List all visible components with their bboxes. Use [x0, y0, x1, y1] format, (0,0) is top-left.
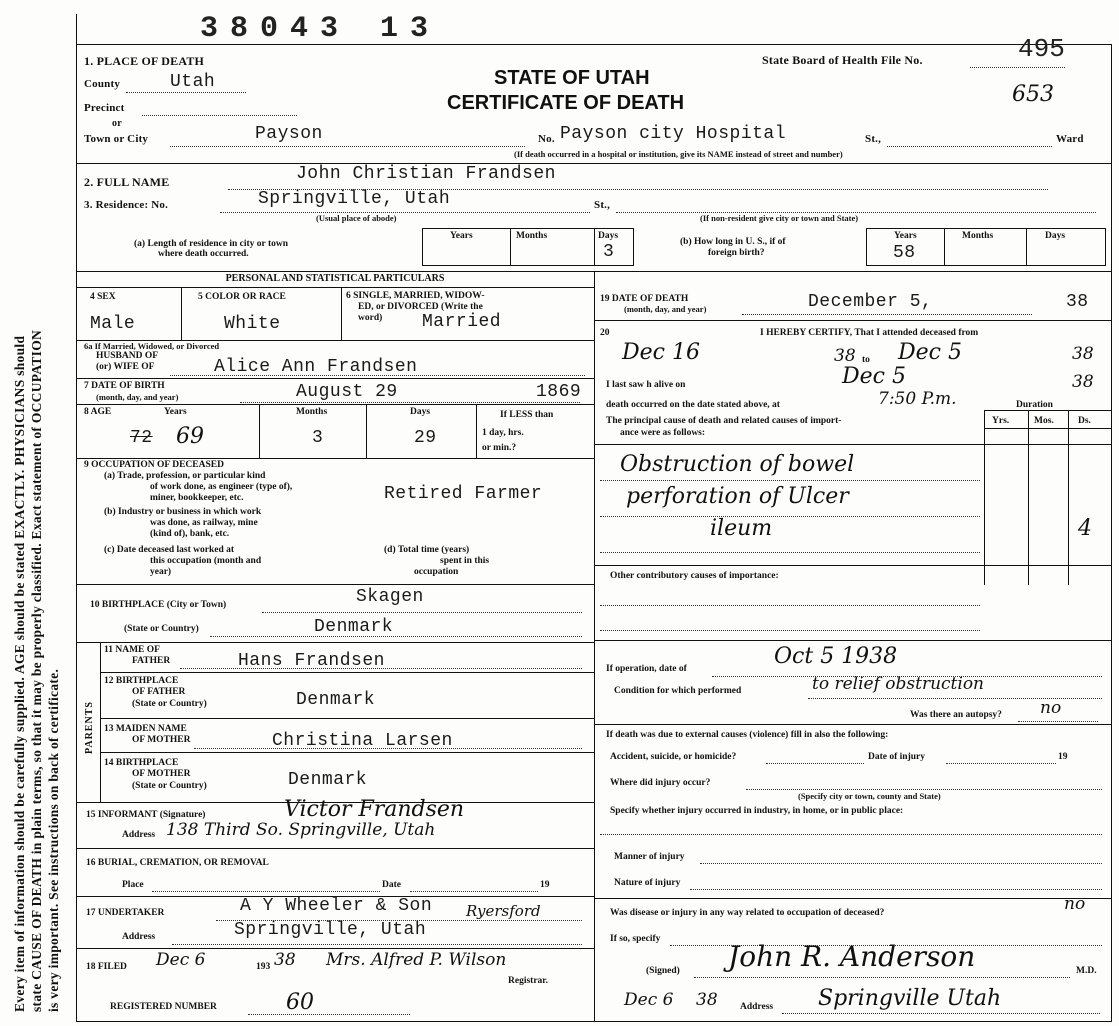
file-number-label: State Board of Health File No.: [762, 53, 923, 67]
local-number: 653: [1012, 82, 1054, 107]
spouse-value: Alice Ann Frandsen: [214, 357, 418, 377]
condition-value: to relief obstruction: [812, 674, 985, 694]
margin-instruction-line3: is very important. See instructions on back of certificate.: [46, 668, 61, 1012]
duration-days-value: 4: [1078, 516, 1092, 541]
filed-year: 38: [274, 950, 296, 970]
undertaker-value: A Y Wheeler & Son: [240, 896, 433, 916]
occupation-b3: (kind of), bank, etc.: [150, 529, 230, 539]
mother-birthplace: Denmark: [288, 770, 368, 790]
serial-number: 38043 13: [200, 12, 441, 46]
personal-section-title: PERSONAL AND STATISTICAL PARTICULARS: [225, 273, 445, 284]
father-label-a: 11 NAME OF: [104, 645, 160, 655]
margin-instruction-line2: state CAUSE OF DEATH in plain terms, so that it may be properly classified. Exact statement of OCCUPATION: [29, 329, 44, 1012]
physician-signature: John R. Anderson: [728, 940, 976, 973]
or-label: or: [112, 118, 122, 129]
autopsy-value: no: [1040, 698, 1062, 718]
birthplace-country: Denmark: [314, 617, 394, 637]
age-days-value: 29: [414, 428, 437, 448]
mother-birthplace-label-b: OF MOTHER: [132, 769, 191, 779]
registrar-label: Registrar.: [508, 976, 549, 986]
mother-label-b: OF MOTHER: [132, 735, 191, 745]
undertaker-address: Springville, Utah: [234, 920, 427, 940]
title-state: STATE OF UTAH: [494, 67, 650, 89]
attended-to-label: to: [862, 355, 870, 365]
color-value: White: [224, 314, 281, 334]
father-birthplace-label-b: OF FATHER: [132, 687, 186, 697]
occupation-label: 9 OCCUPATION OF DECEASED: [84, 460, 224, 470]
sex-value: Male: [90, 314, 136, 334]
us-residence-label-a: (b) How long in U. S., if of: [680, 237, 786, 247]
occupation-a2: of work done, as engineer (type of),: [150, 482, 293, 492]
attended-from-year: 38: [834, 346, 856, 366]
no-label: No.: [538, 133, 555, 145]
burial-place-label: Place: [122, 880, 144, 890]
manner-label: Manner of injury: [614, 852, 685, 862]
burial-year-label: 19: [540, 880, 550, 890]
us-months-header: Months: [962, 231, 994, 241]
sign-year: 38: [696, 990, 718, 1010]
occupation-d2: spent in this: [440, 556, 490, 566]
duration-yrs-header: Yrs.: [992, 416, 1010, 426]
informant-address: 138 Third So. Springville, Utah: [166, 820, 436, 840]
county-label: County: [84, 78, 121, 90]
autopsy-label: Was there an autopsy?: [910, 710, 1002, 720]
informant-label: 15 INFORMANT (Signature): [86, 810, 206, 820]
length-days-header: Days: [598, 231, 619, 241]
us-years-value: 58: [893, 243, 916, 263]
accident-label: Accident, suicide, or homicide?: [610, 752, 737, 762]
cause-line-1: Obstruction of bowel: [620, 452, 855, 477]
father-birthplace-label-c: (State or Country): [132, 699, 207, 709]
occupation-b1: (b) Industry or business in which work: [104, 507, 262, 517]
us-residence-label-b: foreign birth?: [708, 248, 765, 258]
mother-birthplace-label-a: 14 BIRTHPLACE: [104, 758, 179, 768]
death-occurred-label: death occurred on the date stated above, at: [606, 400, 780, 410]
age-years-struck: 72: [130, 428, 153, 448]
title-certificate: CERTIFICATE OF DEATH: [447, 92, 685, 114]
occupation-d3: occupation: [414, 567, 459, 577]
hospital-note: (If death occurred in a hospital or institution, give its NAME instead of street and number): [514, 149, 843, 159]
certify-label: 20: [600, 328, 610, 338]
full-name-value: John Christian Frandsen: [296, 164, 556, 184]
registered-number: 60: [286, 990, 314, 1015]
burial-date-label: Date: [382, 880, 401, 890]
length-days-value: 3: [603, 242, 615, 262]
cause-line-3: ileum: [710, 516, 773, 541]
date-of-death-label-b: (month, day, and year): [624, 304, 707, 314]
marital-label-b: ED, or DIVORCED (Write the: [358, 302, 483, 312]
age-years-value: 69: [176, 424, 204, 449]
duration-ds-header: Ds.: [1078, 416, 1091, 426]
mother-birthplace-label-c: (State or Country): [132, 781, 207, 791]
marital-label-c: word): [358, 313, 383, 323]
father-birthplace: Denmark: [296, 690, 376, 710]
attended-from: Dec 16: [622, 340, 700, 365]
occupation-c1: (c) Date deceased last worked at: [104, 545, 235, 555]
duration-label: Duration: [1016, 400, 1053, 410]
informant-address-label: Address: [122, 830, 156, 840]
condition-label: Condition for which performed: [614, 686, 742, 696]
physician-address: Springville Utah: [818, 986, 1002, 1011]
specify-place-label: Specify whether injury occurred in industry, in home, or in public place:: [610, 806, 904, 816]
length-years-header: Years: [450, 231, 473, 241]
last-seen-year: 38: [1072, 372, 1094, 392]
occupation-a1: (a) Trade, profession, or particular kind: [104, 471, 266, 481]
date-of-death-label-a: 19 DATE OF DEATH: [600, 294, 689, 304]
occupation-d1: (d) Total time (years): [384, 545, 470, 555]
attended-to-year: 38: [1072, 344, 1094, 364]
age-label: 8 AGE: [84, 407, 112, 417]
date-of-death-value: December 5,: [808, 292, 933, 312]
injury-date-label: Date of injury: [868, 752, 925, 762]
operation-label: If operation, date of: [606, 664, 687, 674]
margin-instruction-line1: Every item of information should be carefully supplied. AGE should be stated EXACTLY. PHYSICIANS should: [12, 335, 27, 1012]
father-name: Hans Frandsen: [238, 651, 385, 671]
residence-st-label: St.,: [594, 199, 611, 211]
residence-label: 3. Residence: No.: [84, 199, 169, 211]
signed-label: (Signed): [646, 966, 680, 976]
occupation-value: Retired Farmer: [384, 484, 543, 504]
color-label: 5 COLOR OR RACE: [198, 292, 286, 302]
less-than-label-c: or min.?: [482, 443, 517, 453]
length-months-header: Months: [516, 231, 548, 241]
dob-label-a: 7 DATE OF BIRTH: [84, 381, 165, 391]
occupation-b2: was done, as railway, mine: [150, 518, 258, 528]
less-than-label-a: If LESS than: [500, 410, 554, 420]
mother-name: Christina Larsen: [272, 731, 453, 751]
spouse-label-b: HUSBAND OF: [96, 351, 159, 361]
age-days-header: Days: [410, 407, 431, 417]
informant-signature: Victor Frandsen: [284, 797, 465, 822]
place-of-death-label: 1. PLACE OF DEATH: [84, 54, 205, 68]
physician-address-label: Address: [740, 1002, 774, 1012]
age-months-header: Months: [296, 407, 328, 417]
occupation-c3: year): [150, 567, 172, 577]
last-seen-label: I last saw h alive on: [606, 380, 686, 390]
cause-label-b: ance were as follows:: [620, 428, 706, 438]
precinct-label: Precinct: [84, 102, 125, 114]
occupation-c2: this occupation (month and: [150, 556, 262, 566]
occupation-a3: miner, bookkeeper, etc.: [150, 493, 244, 503]
registered-number-label: REGISTERED NUMBER: [110, 1002, 217, 1012]
father-birthplace-label-a: 12 BIRTHPLACE: [104, 676, 179, 686]
dob-year: 1869: [536, 382, 582, 402]
father-label-b: FATHER: [132, 656, 171, 666]
full-name-label: 2. FULL NAME: [84, 175, 170, 189]
nonresident-note: (If non-resident give city or town and State): [700, 213, 859, 223]
age-years-header: Years: [164, 407, 187, 417]
operation-date: Oct 5 1938: [774, 644, 898, 669]
attended-to: Dec 5: [898, 340, 962, 365]
date-of-death-year: 38: [1066, 292, 1089, 312]
certify-text: I HEREBY CERTIFY, That I attended deceased from: [760, 328, 979, 338]
birthplace-city: Skagen: [356, 587, 424, 607]
spouse-label-a: 6a If Married, Widowed, or Divorced: [84, 341, 220, 351]
length-residence-label-a: (a) Length of residence in city or town: [134, 239, 289, 249]
age-months-value: 3: [312, 428, 324, 448]
occupation-related-label: Was disease or injury in any way related to occupation of deceased?: [610, 908, 885, 918]
length-residence-label-b: where death occurred.: [158, 249, 249, 259]
us-days-header: Days: [1045, 231, 1066, 241]
sex-label: 4 SEX: [90, 292, 116, 302]
occupation-related-value: no: [1064, 894, 1086, 914]
injury-year-label: 19: [1058, 752, 1068, 762]
st-label: St.,: [865, 133, 882, 145]
spouse-label-c: (or) WIFE OF: [96, 362, 155, 372]
filed-date: Dec 6: [156, 950, 206, 970]
undertaker-signature: Ryersford: [466, 902, 541, 920]
contributory-label: Other contributory causes of importance:: [610, 571, 779, 581]
where-injury-note: (Specify city or town, county and State): [798, 791, 941, 801]
cause-label-a: The principal cause of death and related causes of import-: [606, 416, 842, 426]
marital-label-a: 6 SINGLE, MARRIED, WIDOW-: [346, 291, 485, 301]
if-so-label: If so, specify: [610, 934, 661, 944]
marital-value: Married: [422, 312, 502, 332]
undertaker-label: 17 UNDERTAKER: [86, 908, 165, 918]
birthplace-label: 10 BIRTHPLACE (City or Town): [90, 600, 227, 610]
filed-label: 18 FILED: [86, 962, 127, 972]
md-label: M.D.: [1076, 966, 1097, 976]
us-years-header: Years: [894, 231, 917, 241]
time-of-death: 7:50 P.m.: [878, 389, 957, 409]
hospital-value: Payson city Hospital: [560, 124, 787, 144]
nature-label: Nature of injury: [614, 878, 681, 888]
cause-line-2: perforation of Ulcer: [626, 484, 849, 509]
town-value: Payson: [255, 124, 323, 144]
burial-label: 16 BURIAL, CREMATION, OR REMOVAL: [86, 858, 269, 868]
less-than-label-b: 1 day, hrs.: [482, 428, 524, 438]
town-label: Town or City: [84, 133, 149, 145]
dob-value: August 29: [296, 382, 398, 402]
mother-label-a: 13 MAIDEN NAME: [104, 724, 187, 734]
registrar-signature: Mrs. Alfred P. Wilson: [326, 950, 507, 970]
file-number: 495: [1018, 34, 1065, 64]
parents-side-label: PARENTS: [84, 701, 95, 754]
undertaker-address-label: Address: [122, 932, 156, 942]
duration-mos-header: Mos.: [1034, 416, 1054, 426]
external-causes-label: If death was due to external causes (violence) fill in also the following:: [606, 730, 889, 740]
last-seen-date: Dec 5: [842, 364, 906, 389]
residence-value: Springville, Utah: [258, 189, 451, 209]
dob-label-b: (month, day, and year): [96, 392, 179, 402]
where-injury-label: Where did injury occur?: [610, 778, 711, 788]
ward-label: Ward: [1056, 133, 1084, 145]
usual-abode-note: (Usual place of abode): [316, 213, 397, 223]
filed-year-prefix: 193: [256, 962, 271, 972]
county-value: Utah: [170, 72, 216, 92]
sign-date: Dec 6: [624, 990, 674, 1010]
birthplace-state-label: (State or Country): [124, 624, 199, 634]
